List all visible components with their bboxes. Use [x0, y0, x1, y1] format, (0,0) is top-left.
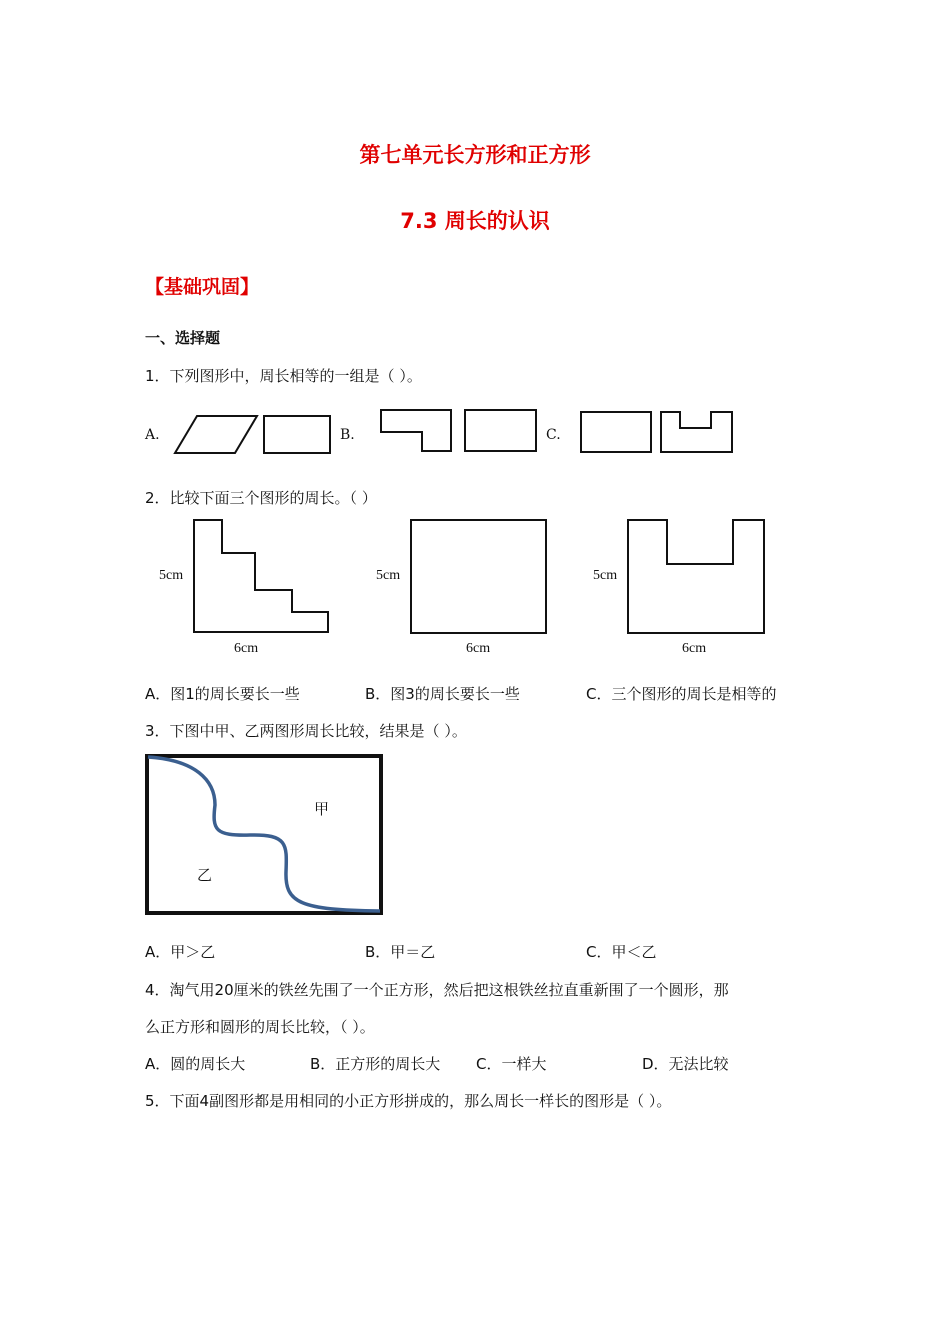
- q2-fig3-notched: [628, 520, 764, 633]
- part-heading: 一、选择题: [145, 329, 221, 347]
- question-4-stem-line2: 么正方形和圆形的周长比较，（ ）。: [145, 1018, 375, 1036]
- q3-outer-rectangle: [147, 756, 381, 913]
- q1a-parallelogram: [175, 416, 257, 453]
- q2-option-b: B．图3的周长要长一些: [365, 685, 520, 703]
- q3-dividing-curve: [148, 757, 380, 911]
- question-4-stem-line1: 4．淘气用20厘米的铁丝先围了一个正方形，然后把这根铁丝拉直重新围了一个圆形，那: [145, 981, 729, 999]
- q2-fig3-width-label: 6cm: [682, 641, 707, 656]
- question-1-stem: 1．下列图形中，周长相等的一组是（ ）。: [145, 367, 422, 385]
- q1b-rectangle: [465, 410, 536, 451]
- q2-fig2-height-label: 5cm: [376, 568, 401, 583]
- q2-fig1-width-label: 6cm: [234, 641, 259, 656]
- q1-option-c-label: C.: [546, 427, 561, 443]
- question-3-stem: 3．下图中甲、乙两图形周长比较，结果是（ ）。: [145, 722, 467, 740]
- q1a-rectangle: [264, 416, 330, 453]
- q4-option-c: C．一样大: [476, 1055, 547, 1073]
- q4-option-a: A．圆的周长大: [145, 1055, 246, 1073]
- q4-option-d: D．无法比较: [642, 1055, 729, 1073]
- q1-option-a-label: A.: [145, 427, 160, 443]
- q2-fig1-staircase: [194, 520, 328, 632]
- question-5-stem: 5．下面4副图形都是用相同的小正方形拼成的，那么周长一样长的图形是（ ）。: [145, 1092, 672, 1110]
- page-subtitle: 7.3 周长的认识: [400, 209, 550, 233]
- question-2-stem: 2．比较下面三个图形的周长。（ ）: [145, 489, 377, 507]
- q2-fig3-height-label: 5cm: [593, 568, 618, 583]
- q2-fig2-rectangle: [411, 520, 546, 633]
- q4-option-b: B．正方形的周长大: [310, 1055, 441, 1073]
- q3-option-c: C．甲＜乙: [586, 943, 657, 961]
- q3-region-yi-label: 乙: [197, 866, 213, 884]
- section-label: 【基础巩固】: [145, 276, 260, 298]
- q3-option-b: B．甲＝乙: [365, 943, 436, 961]
- q2-fig2-width-label: 6cm: [466, 641, 491, 656]
- q1c-rectangle: [581, 412, 651, 452]
- q1b-l-shape: [381, 410, 451, 451]
- q3-option-a: A．甲＞乙: [145, 943, 216, 961]
- q2-option-a: A．图1的周长要长一些: [145, 685, 300, 703]
- q1-option-b-label: B.: [340, 427, 355, 443]
- q3-region-jia-label: 甲: [314, 800, 330, 818]
- page-title: 第七单元长方形和正方形: [359, 143, 591, 167]
- q2-fig1-height-label: 5cm: [159, 568, 184, 583]
- q1c-notched-rectangle: [661, 412, 732, 452]
- q2-option-c: C．三个图形的周长是相等的: [586, 685, 777, 703]
